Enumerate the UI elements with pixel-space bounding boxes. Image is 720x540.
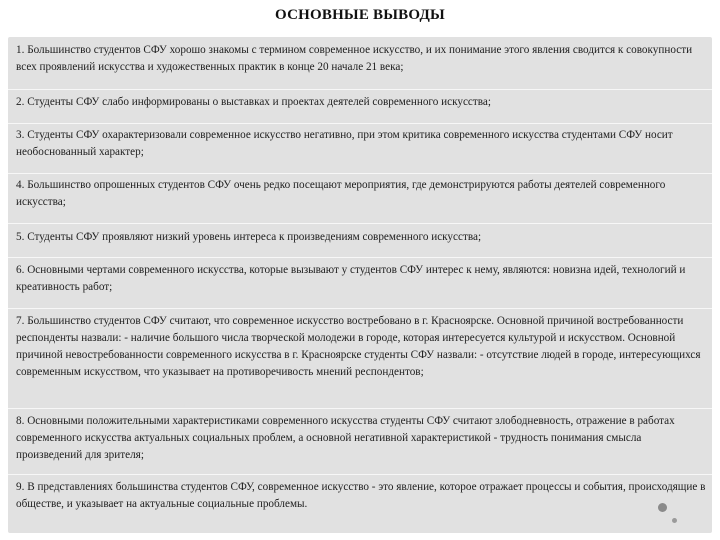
divider — [8, 89, 712, 90]
finding-7: 7. Большинство студентов СФУ считают, что современное искусство востребовано в г. Красноярске. Основной причиной востребованности респонденты назвали: - наличие большого числа творческой молодежи в городе, которая интересуется культурой и искусством. Основной причиной невостребованности современного искусства в г. Красноярске студенты СФУ назвали: - отсутствие людей в городе, интересующихся современным искусством, что указывает на противоречивость мнений респондентов; — [16, 315, 701, 378]
finding-9: 9. В представлениях большинства студентов СФУ, современное искусство - это явление, которое отражает процессы и события, происходящие в обществе, и указывает на актуальные социальные проблемы. — [16, 481, 706, 510]
divider — [8, 408, 712, 409]
divider — [8, 257, 712, 258]
decorative-dot-small-icon — [672, 518, 677, 523]
finding-2: 2. Студенты СФУ слабо информированы о выставках и проектах деятелей современного искусства; — [16, 96, 491, 108]
divider — [8, 474, 712, 475]
divider — [8, 173, 712, 174]
finding-4: 4. Большинство опрошенных студентов СФУ очень редко посещают мероприятия, где демонстрируются работы деятелей современного искусства; — [16, 179, 666, 208]
finding-5: 5. Студенты СФУ проявляют низкий уровень интереса к произведениям современного искусства; — [16, 231, 482, 243]
finding-3: 3. Студенты СФУ охарактеризовали современное искусство негативно, при этом критика современного искусства студентами СФУ носит необоснованный характер; — [16, 129, 673, 158]
finding-1: 1. Большинство студентов СФУ хорошо знакомы с термином современное искусство, и их понимание этого явления сводится к совокупности всех проявлений искусства и художественных практик в конце 20 начале 21 века; — [16, 44, 693, 73]
findings-panel — [8, 37, 712, 533]
divider — [8, 123, 712, 124]
decorative-dot-icon — [658, 503, 667, 512]
finding-6: 6. Основными чертами современного искусства, которые вызывают у студентов СФУ интерес к нему, являются: новизна идей, технологий и креативность работ; — [16, 264, 686, 293]
slide-title: ОСНОВНЫЕ ВЫВОДЫ — [275, 7, 445, 23]
divider — [8, 223, 712, 224]
finding-8: 8. Основными положительными характеристиками современного искусства студенты СФУ считают злободневность, отражение в работах современного искусства актуальных социальных проблем, а основной негативной характеристикой - трудность понимания смысла произведений для зрителя; — [16, 415, 675, 461]
divider — [8, 308, 712, 309]
